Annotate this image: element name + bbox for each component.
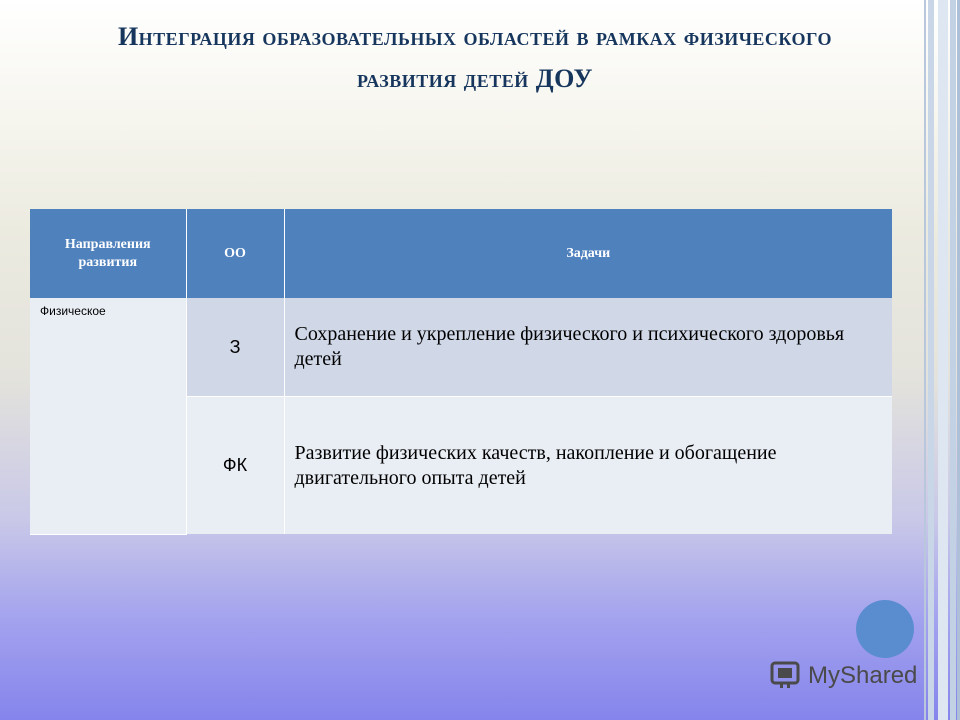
table-header-row [30, 209, 892, 298]
oo-cell: ФК [186, 397, 284, 535]
myshared-logo [768, 656, 917, 696]
myshared-logo-icon [768, 657, 802, 696]
header-oo: ОО [186, 209, 284, 298]
table-row [30, 298, 892, 397]
oo-cell: З [186, 298, 284, 397]
myshared-logo-text: MyShared [808, 662, 918, 689]
header-directions: Направления развития [30, 209, 186, 298]
task-cell: Сохранение и укрепление физического и психического здоровья детей [284, 298, 892, 397]
decorative-stripes [920, 0, 960, 720]
decorative-circle [856, 600, 914, 658]
slide-title: Интеграция образовательных областей в рамках физического развития детей ДОУ [117, 22, 833, 93]
direction-cell: Физическое [30, 298, 186, 534]
header-tasks: Задачи [284, 209, 892, 298]
task-cell: Развитие физических качеств, накопление и обогащение двигательного опыта детей [284, 397, 892, 535]
integration-table [30, 209, 892, 535]
